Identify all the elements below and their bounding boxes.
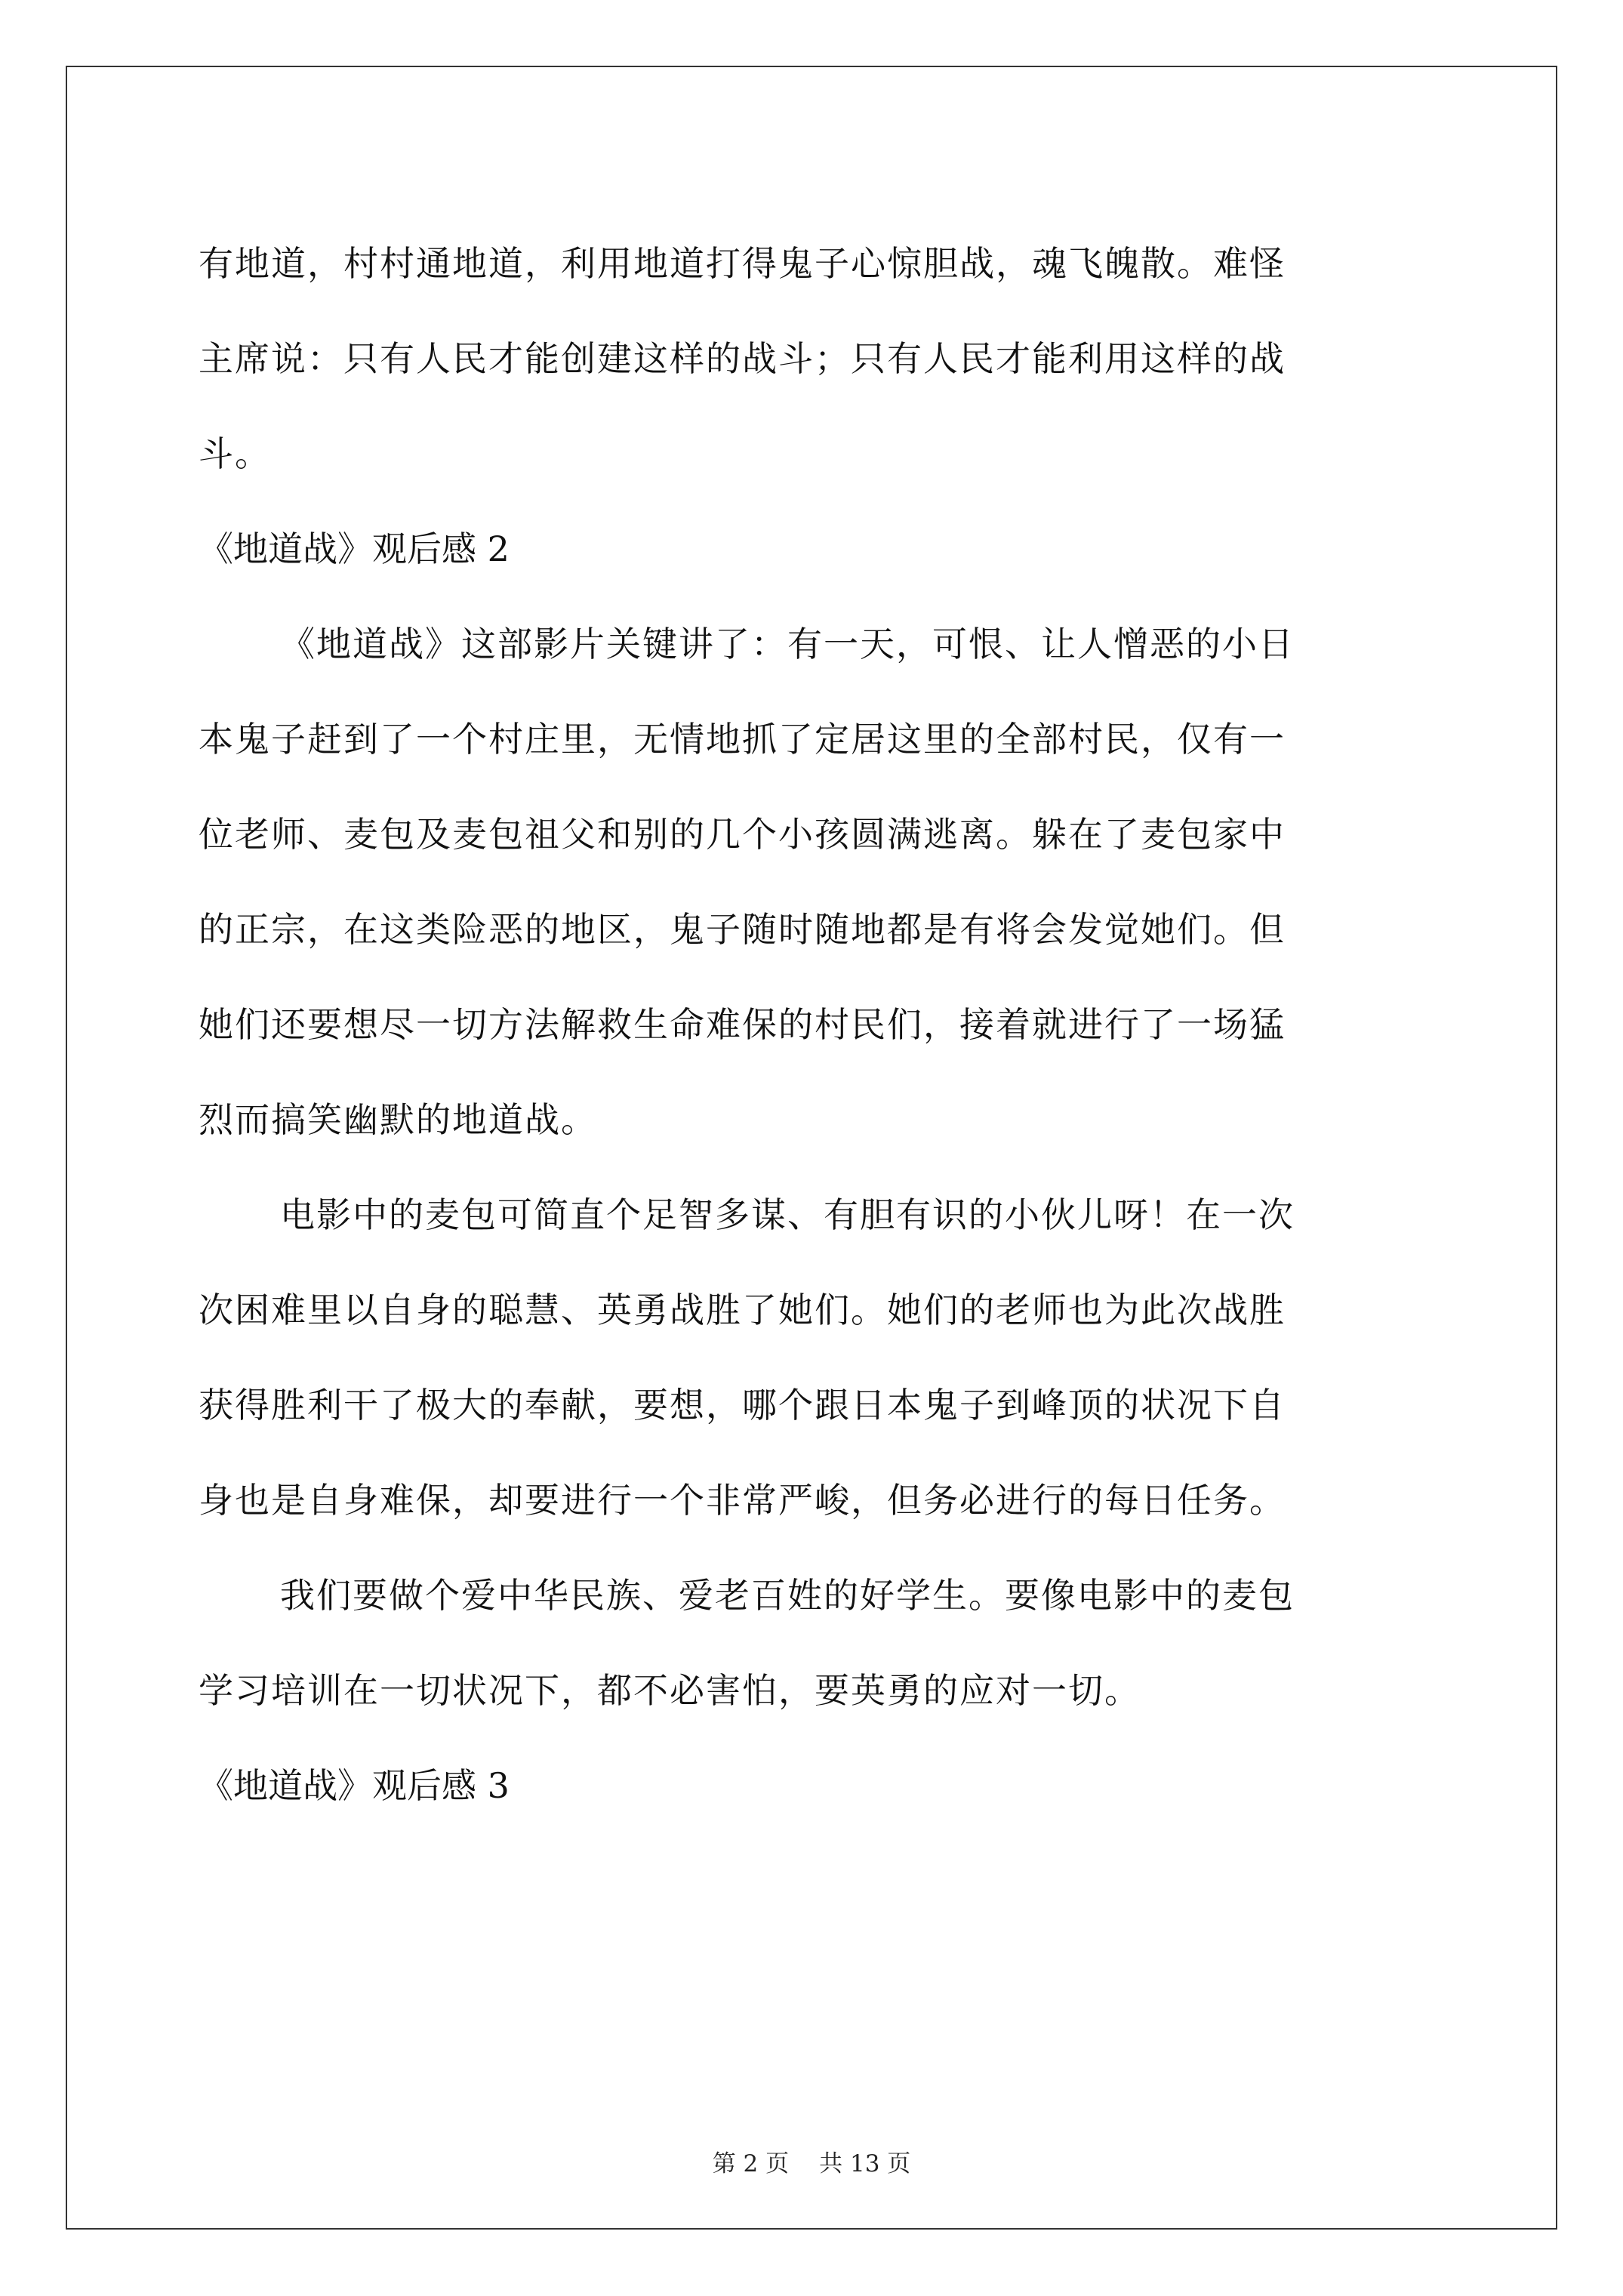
text-line: 获得胜利干了极大的奉献，要想，哪个跟日本鬼子到峰顶的状况下自	[199, 1385, 1286, 1425]
text-line: 她们还要想尽一切方法解救生命难保的村民们，接着就进行了一场猛	[199, 1004, 1286, 1045]
document-body	[199, 216, 1437, 1833]
section-heading: 《地道战》观后感 2	[199, 529, 510, 569]
section-heading: 《地道战》观后感 3	[199, 1765, 510, 1806]
text-line: 位老师、麦包及麦包祖父和别的几个小孩圆满逃离。躲在了麦包家中	[199, 814, 1286, 855]
paragraph-first-line: 我们要做个爱中华民族、爱老百姓的好学生。要像电影中的麦包	[280, 1575, 1295, 1616]
page-number: 第 2 页	[712, 2150, 790, 2177]
text-line: 的正宗，在这类险恶的地区，鬼子随时随地都是有将会发觉她们。但	[199, 909, 1286, 950]
text-line: 身也是自身难保，却要进行一个非常严峻，但务必进行的每日任务。	[199, 1480, 1286, 1521]
text-line: 次困难里以自身的聪慧、英勇战胜了她们。她们的老师也为此次战胜	[199, 1290, 1286, 1330]
page-total: 共 13 页	[819, 2150, 911, 2177]
text-line: 学习培训在一切状况下，都不必害怕，要英勇的应对一切。	[199, 1670, 1141, 1711]
text-line: 有地道，村村通地道，利用地道打得鬼子心惊胆战，魂飞魄散。难怪	[199, 243, 1286, 284]
text-line: 斗。	[199, 433, 271, 474]
text-line: 主席说：只有人民才能创建这样的战斗；只有人民才能利用这样的战	[199, 338, 1286, 379]
paragraph-first-line: 电影中的麦包可简直个足智多谋、有胆有识的小伙儿呀！在一次	[280, 1194, 1295, 1235]
paragraph-first-line: 《地道战》这部影片关键讲了：有一天，可恨、让人憎恶的小日	[280, 624, 1295, 664]
page-footer	[0, 2149, 1623, 2179]
text-line: 烈而搞笑幽默的地道战。	[199, 1099, 597, 1140]
text-line: 本鬼子赶到了一个村庄里，无情地抓了定居这里的全部村民，仅有一	[199, 719, 1286, 760]
